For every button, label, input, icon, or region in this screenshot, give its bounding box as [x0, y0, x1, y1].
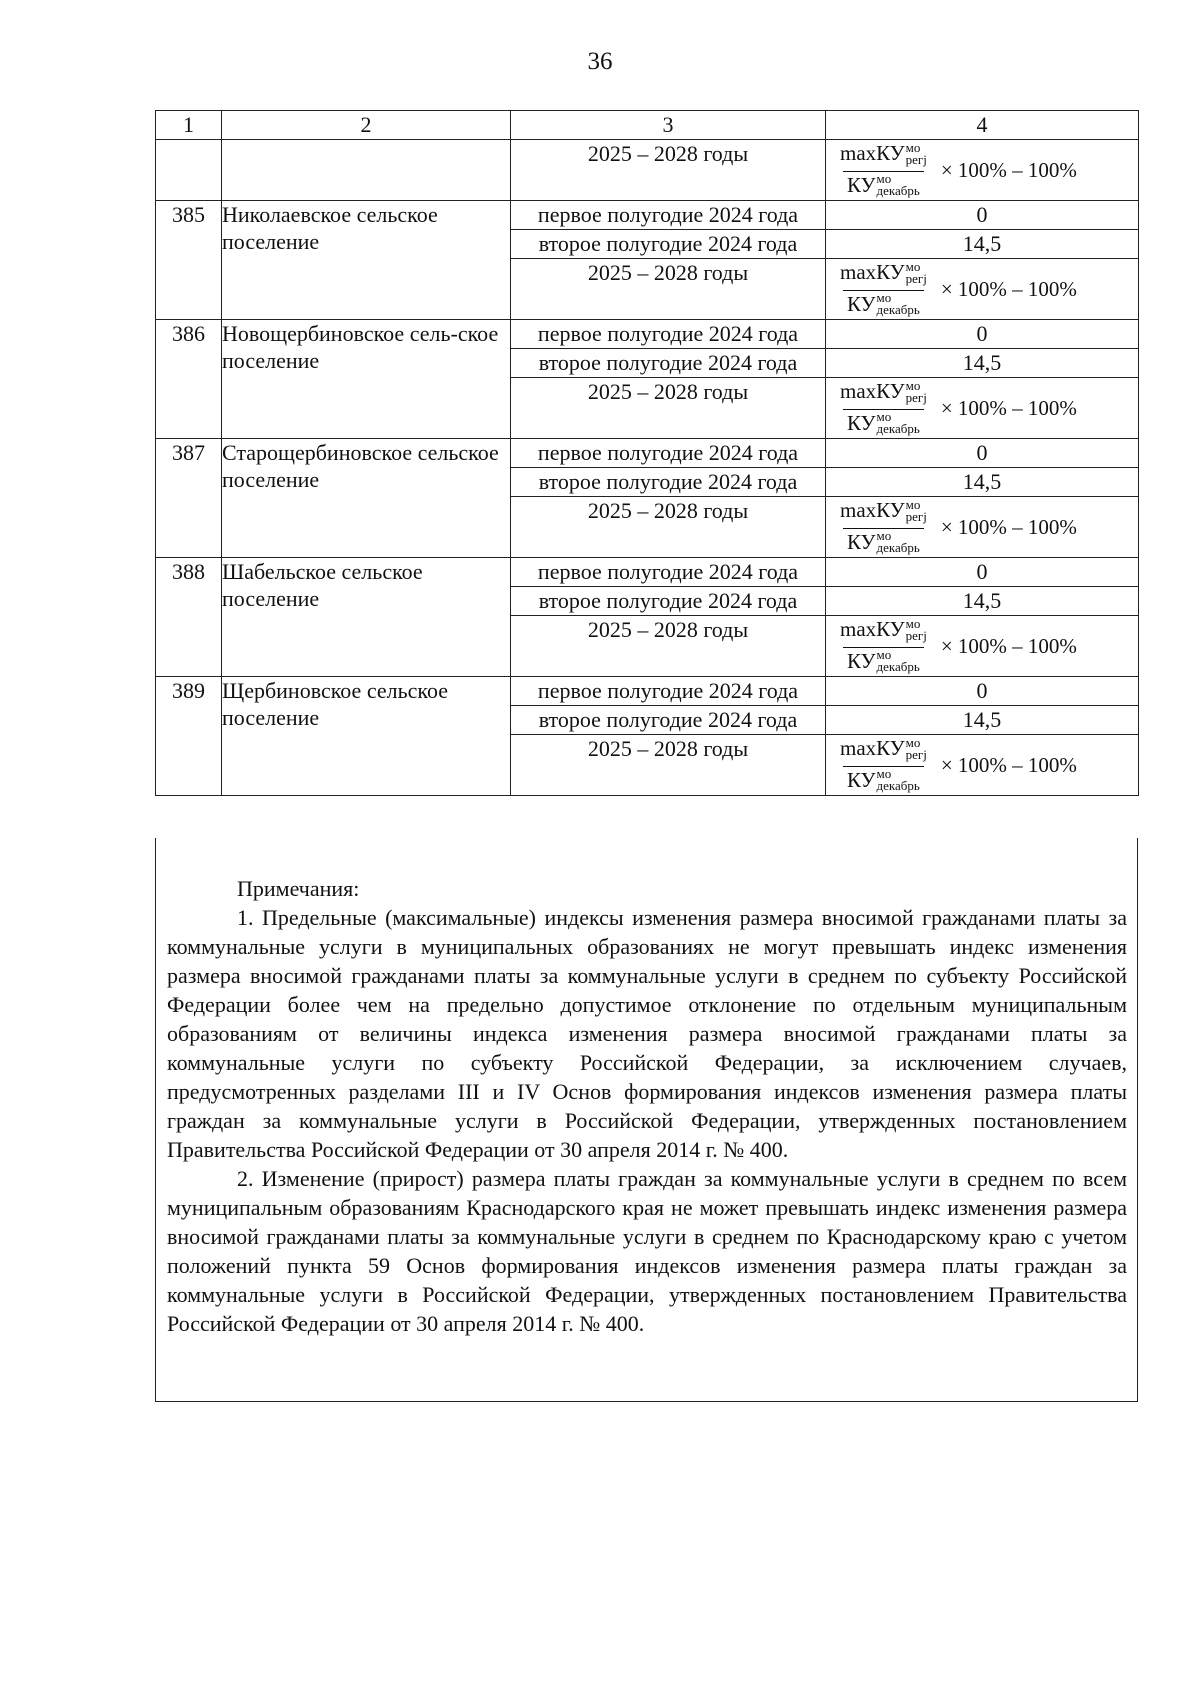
formula-num-sub: регj	[905, 746, 927, 762]
table-row	[156, 677, 1139, 706]
formula-denominator	[843, 647, 924, 675]
formula-numerator	[836, 379, 931, 408]
formula-cell	[826, 259, 1139, 320]
formula-den-sub: декабрь	[876, 420, 920, 436]
formula	[826, 735, 1138, 795]
formula-den-sub: декабрь	[876, 658, 920, 674]
row-name-cell	[222, 140, 511, 201]
row-name-cell: Старощербиновское сельское поселение	[222, 439, 511, 558]
formula-num-sub: регj	[905, 151, 927, 167]
formula-den-sup: мо	[876, 289, 892, 305]
page-number: 36	[587, 48, 613, 75]
notes-section	[167, 874, 1127, 1338]
formula-num-text: maxКУ	[840, 260, 905, 285]
formula-num-text: maxКУ	[840, 141, 905, 166]
period-cell: второе полугодие 2024 года	[511, 587, 826, 616]
row-number-cell: 388	[156, 558, 222, 677]
period-cell: второе полугодие 2024 года	[511, 230, 826, 259]
formula-denominator	[843, 290, 924, 318]
table-row	[156, 558, 1139, 587]
formula-den-sup: мо	[876, 527, 892, 543]
formula-num-sub: регj	[905, 270, 927, 286]
formula-numerator	[836, 498, 931, 527]
formula-num-text: maxКУ	[840, 617, 905, 642]
formula-tail: × 100% – 100%	[940, 633, 1077, 658]
formula-numerator	[836, 617, 931, 646]
formula-num-text: maxКУ	[840, 736, 905, 761]
formula-num-sub: регj	[905, 389, 927, 405]
table-row	[156, 439, 1139, 468]
formula-num-sub: регj	[905, 508, 927, 524]
formula	[826, 616, 1138, 676]
formula-num-sup: мо	[905, 377, 921, 393]
formula-numerator	[836, 736, 931, 765]
period-cell: второе полугодие 2024 года	[511, 468, 826, 497]
value-cell: 14,5	[826, 230, 1139, 259]
formula-cell	[826, 378, 1139, 439]
table-header-row	[156, 111, 1139, 140]
value-cell: 14,5	[826, 468, 1139, 497]
formula-denominator	[843, 409, 924, 437]
formula-fraction	[836, 379, 931, 436]
formula-den-sub: декабрь	[876, 182, 920, 198]
formula-fraction	[836, 141, 931, 198]
row-number-cell: 386	[156, 320, 222, 439]
formula-num-sub: регj	[905, 627, 927, 643]
formula-den-sub: декабрь	[876, 301, 920, 317]
formula	[826, 140, 1138, 200]
formula-fraction	[836, 736, 931, 793]
row-name-cell: Николаевское сельское поселение	[222, 201, 511, 320]
period-cell: 2025 – 2028 годы	[511, 497, 826, 558]
period-cell: 2025 – 2028 годы	[511, 616, 826, 677]
column-header: 1	[156, 111, 222, 140]
column-header: 3	[511, 111, 826, 140]
continuation-row	[156, 140, 1139, 201]
row-name-cell: Шабельское сельское поселение	[222, 558, 511, 677]
formula-den-text: КУ	[847, 767, 876, 792]
formula-cell	[826, 735, 1139, 796]
period-cell: второе полугодие 2024 года	[511, 706, 826, 735]
notes-title: Примечания:	[237, 876, 360, 901]
note-item: 1. Предельные (максимальные) индексы изменения размера вносимой гражданами платы за коммунальные услуги в муниципальных образованиях не могут превышать индекс изменения размера вносимой гражданами платы за коммунальные услуги в среднем по субъекту Российской Федерации более чем на предельно допустимое отклонение по отдельным муниципальным образованиям от величины индекса изменения размера вносимой гражданами платы за коммунальные услуги по субъекту Российской Федерации, за исключением случаев, предусмотренных разделами III и IV Основ формирования индексов изменения размера платы граждан за коммунальные услуги в Российской Федерации, утвержденных постановлением Правительства Российской Федерации от 30 апреля 2014 г. № 400.	[167, 905, 1127, 1162]
formula-den-text: КУ	[847, 529, 876, 554]
formula-den-sup: мо	[876, 408, 892, 424]
period-cell: 2025 – 2028 годы	[511, 378, 826, 439]
period-cell: первое полугодие 2024 года	[511, 558, 826, 587]
row-name-cell: Щербиновское сельское поселение	[222, 677, 511, 796]
formula-fraction	[836, 498, 931, 555]
formula-num-sup: мо	[905, 258, 921, 274]
formula-num-sup: мо	[905, 496, 921, 512]
formula-den-sup: мо	[876, 646, 892, 662]
formula-fraction	[836, 617, 931, 674]
formula-denominator	[843, 171, 924, 199]
value-cell: 0	[826, 558, 1139, 587]
formula-num-text: maxКУ	[840, 379, 905, 404]
formula-tail: × 100% – 100%	[940, 752, 1077, 777]
formula-tail: × 100% – 100%	[940, 395, 1077, 420]
formula-denominator	[843, 528, 924, 556]
period-cell: 2025 – 2028 годы	[511, 140, 826, 201]
formula-tail: × 100% – 100%	[940, 276, 1077, 301]
formula-cell	[826, 616, 1139, 677]
formula-den-text: КУ	[847, 648, 876, 673]
indices-table	[155, 110, 1139, 796]
value-cell: 0	[826, 320, 1139, 349]
value-cell: 0	[826, 201, 1139, 230]
period-cell: первое полугодие 2024 года	[511, 439, 826, 468]
value-cell: 14,5	[826, 349, 1139, 378]
formula-den-sup: мо	[876, 765, 892, 781]
period-cell: 2025 – 2028 годы	[511, 259, 826, 320]
value-cell: 14,5	[826, 706, 1139, 735]
table-row	[156, 201, 1139, 230]
period-cell: второе полугодие 2024 года	[511, 349, 826, 378]
value-cell: 0	[826, 439, 1139, 468]
formula-tail: × 100% – 100%	[940, 157, 1077, 182]
formula-den-sup: мо	[876, 170, 892, 186]
formula-numerator	[836, 260, 931, 289]
row-number-cell: 385	[156, 201, 222, 320]
formula-fraction	[836, 260, 931, 317]
formula-cell	[826, 140, 1139, 201]
column-header: 2	[222, 111, 511, 140]
formula-den-text: КУ	[847, 410, 876, 435]
note-item: 2. Изменение (прирост) размера платы граждан за коммунальные услуги в среднем по всем муниципальным образованиям Краснодарского края не может превышать индекс изменения размера вносимой гражданами платы за коммунальные услуги в среднем по Краснодарскому краю с учетом положений пункта 59 Основ формирования индексов изменения размера платы граждан за коммунальные услуги в Российской Федерации, утвержденных постановлением Правительства Российской Федерации от 30 апреля 2014 г. № 400.	[167, 1166, 1127, 1336]
formula-num-sup: мо	[905, 139, 921, 155]
formula-den-sub: декабрь	[876, 777, 920, 793]
formula-num-sup: мо	[905, 615, 921, 631]
row-name-cell: Новощербиновское сель-ское поселение	[222, 320, 511, 439]
column-header: 4	[826, 111, 1139, 140]
period-cell: первое полугодие 2024 года	[511, 320, 826, 349]
formula-den-text: КУ	[847, 172, 876, 197]
formula	[826, 259, 1138, 319]
value-cell: 14,5	[826, 587, 1139, 616]
formula	[826, 378, 1138, 438]
period-cell: первое полугодие 2024 года	[511, 677, 826, 706]
formula-cell	[826, 497, 1139, 558]
formula	[826, 497, 1138, 557]
formula-num-sup: мо	[905, 734, 921, 750]
formula-numerator	[836, 141, 931, 170]
row-number-cell: 389	[156, 677, 222, 796]
formula-den-sub: декабрь	[876, 539, 920, 555]
table-row	[156, 320, 1139, 349]
formula-tail: × 100% – 100%	[940, 514, 1077, 539]
formula-den-text: КУ	[847, 291, 876, 316]
row-number-cell	[156, 140, 222, 201]
row-number-cell: 387	[156, 439, 222, 558]
value-cell: 0	[826, 677, 1139, 706]
formula-denominator	[843, 766, 924, 794]
formula-num-text: maxКУ	[840, 498, 905, 523]
period-cell: 2025 – 2028 годы	[511, 735, 826, 796]
period-cell: первое полугодие 2024 года	[511, 201, 826, 230]
